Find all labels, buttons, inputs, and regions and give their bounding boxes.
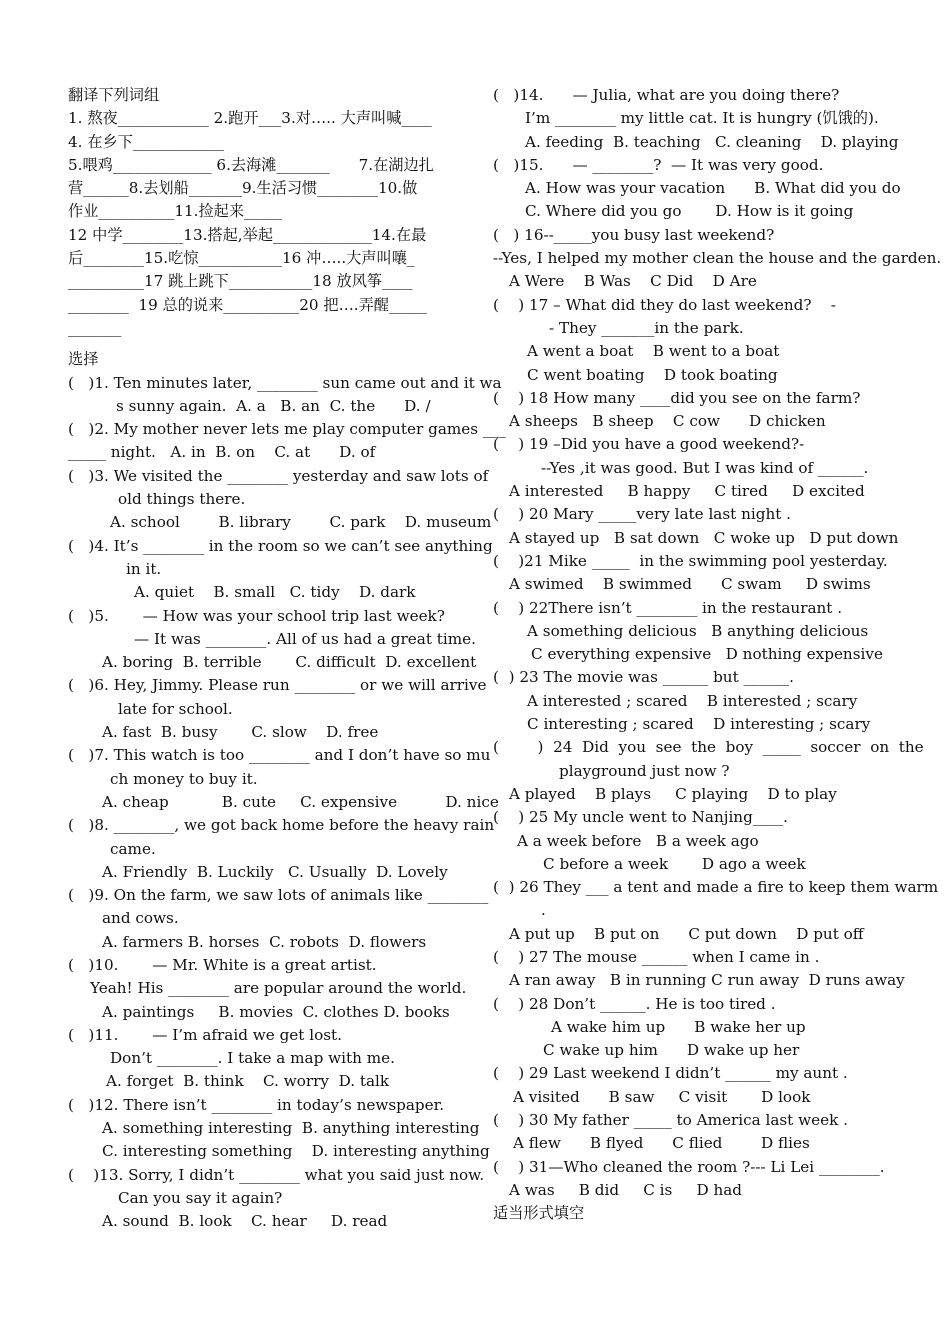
text-line: 1. 熬夜____________ 2.跑开___3.对….. 大声叫喊____ [68, 109, 432, 128]
text-line: A. something interesting B. anything interesting [102, 1119, 480, 1138]
text-line: . [541, 901, 546, 920]
text-line: A. forget B. think C. worry D. talk [106, 1072, 390, 1091]
text-line: C everything expensive D nothing expensive [531, 645, 883, 664]
text-line: ( )8. ________, we got back home before the heavy rain [68, 816, 495, 835]
text-line: 翻译下列词组 [68, 86, 160, 104]
text-line: ( ) 30 My father _____ to America last week . [493, 1111, 848, 1130]
text-line: A visited B saw C visit D look [513, 1087, 811, 1106]
text-line: A was B did C is D had [509, 1180, 743, 1199]
text-line: Yeah! His ________ are popular around the world. [90, 979, 467, 998]
text-line: A put up B put on C put down D put off [509, 924, 864, 943]
text-line: ( ) 17 – What did they do last weekend? - [493, 295, 836, 314]
text-line: ( )14. — Julia, what are you doing there? [493, 86, 840, 104]
text-line: C wake up him D wake up her [543, 1041, 800, 1060]
spacer [68, 340, 460, 348]
text-line: ( )21 Mike _____ in the swimming pool yesterday. [493, 551, 888, 570]
text-line: C went boating D took boating [527, 365, 778, 384]
text-line: 5.喂鸡_____________ 6.去海滩_______ 7.在湖边扎 [68, 155, 434, 174]
text-line: ( ) 24 Did you see the boy _____ soccer on the [493, 738, 924, 757]
text-line: A. Friendly B. Luckily C. Usually D. Lovely [102, 862, 448, 881]
text-line: ( )3. We visited the ________ yesterday and saw lots of [68, 466, 489, 485]
text-line: 营______8.去划船_______9.生活习惯________10.做 [68, 179, 418, 198]
text-line: s sunny again. A. a B. an C. the D. / [116, 396, 431, 415]
text-line: - They _______in the park. [549, 318, 744, 337]
text-line: 12 中学________13.搭起,举起_____________14.在最 [68, 225, 427, 244]
text-line: 4. 在乡下____________ [68, 132, 225, 151]
text-line: A ran away B in running C run away D runs away [509, 971, 905, 990]
text-line: A. quiet B. small C. tidy D. dark [134, 583, 416, 602]
text-line: ( ) 19 –Did you have a good weekend?- [493, 435, 805, 454]
text-line: late for school. [118, 699, 233, 718]
text-line: __________17 跳上跳下___________18 放风筝____ [68, 272, 413, 291]
text-line: ( )11. — I’m afraid we get lost. [68, 1025, 342, 1044]
text-line: and cows. [102, 909, 179, 928]
left-column [68, 84, 506, 1234]
text-line: A stayed up B sat down C woke up D put down [509, 528, 899, 547]
text-line: ( )10. — Mr. White is a great artist. [68, 955, 377, 974]
text-line: ( ) 25 My uncle went to Nanjing____. [493, 808, 789, 827]
text-line: playground just now ? [559, 761, 730, 780]
text-line: ( ) 29 Last weekend I didn’t ______ my aunt . [493, 1064, 848, 1083]
text-line: I’m ________ my little cat. It is hungry (饥饿的). [525, 109, 879, 128]
text-line: ( )5. — How was your school trip last week? [68, 606, 445, 625]
text-line: ( ) 31—Who cleaned the room ?--- Li Lei ________. [493, 1157, 885, 1176]
text-line: C before a week D ago a week [543, 854, 806, 873]
text-line: A. How was your vacation B. What did you do [525, 179, 901, 198]
text-line: A. boring B. terrible C. difficult D. excellent [102, 653, 477, 672]
text-line: ( ) 27 The mouse ______ when I came in . [493, 947, 820, 966]
text-line: came. [110, 839, 156, 858]
text-line: A went a boat B went to a boat [527, 342, 780, 361]
text-line: A. fast B. busy C. slow D. free [102, 723, 379, 742]
text-line: ( ) 20 Mary _____very late last night . [493, 505, 791, 524]
right-column [493, 84, 942, 1226]
text-line: C. Where did you go D. How is it going [525, 202, 854, 221]
text-line: old things there. [118, 490, 246, 509]
text-line: Don’t ________. I take a map with me. [110, 1049, 395, 1068]
text-line: ( )6. Hey, Jimmy. Please run ________ or we will arrive [68, 676, 487, 695]
text-line: A interested ; scared B interested ; scary [527, 691, 858, 710]
text-line: A played B plays C playing D to play [509, 784, 837, 803]
text-line: A something delicious B anything delicious [527, 621, 869, 640]
text-line: ch money to buy it. [110, 769, 258, 788]
text-line: ( ) 22There isn’t ________ in the restaurant . [493, 598, 843, 617]
text-line: A flew B flyed C flied D flies [513, 1134, 810, 1153]
text-line: — It was ________. All of us had a great time. [134, 629, 476, 648]
text-line: --Yes, I helped my mother clean the house and the garden. [493, 249, 942, 268]
text-line: ( )2. My mother never lets me play computer games ___ [68, 420, 506, 439]
text-line: ( ) 28 Don’t ______. He is too tired . [493, 994, 776, 1013]
text-line: A wake him up B wake her up [551, 1017, 806, 1036]
text-line: ( )13. Sorry, I didn’t ________ what you said just now. [68, 1165, 485, 1184]
text-line: 作业__________11.捡起来_____ [68, 202, 282, 221]
text-line: A interested B happy C tired D excited [509, 482, 865, 501]
text-line: 后________15.吃惊___________16 冲…..大声叫嚷_ [68, 249, 415, 268]
text-line: ________ 19 总的说来__________20 把….弄醒_____ [68, 295, 427, 314]
text-line: A. school B. library C. park D. museum [110, 513, 492, 532]
text-line: A. paintings B. movies C. clothes D. books [102, 1002, 450, 1021]
text-line: A. sound B. look C. hear D. read [102, 1212, 388, 1231]
text-line: A sheeps B sheep C cow D chicken [509, 412, 826, 431]
text-line: --Yes ,it was good. But I was kind of ______. [541, 458, 869, 477]
text-line: ( )7. This watch is too ________ and I don’t have so mu [68, 746, 491, 765]
text-line: 适当形式填空 [493, 1204, 585, 1223]
text-line: C interesting ; scared D interesting ; scary [527, 715, 871, 734]
text-line: A. farmers B. horses C. robots D. flowers [102, 932, 427, 951]
text-line: A swimed B swimmed C swam D swims [509, 575, 871, 594]
text-line: A. cheap B. cute C. expensive D. nice [102, 792, 499, 811]
text-line: 选择 [68, 350, 99, 369]
text-line: _____ night. A. in B. on C. at D. of [68, 443, 376, 462]
text-line: A Were B Was C Did D Are [509, 272, 757, 291]
text-line: in it. [126, 559, 162, 578]
text-line: ( )9. On the farm, we saw lots of animals like ________ [68, 886, 489, 905]
text-line: ( )1. Ten minutes later, ________ sun came out and it wa [68, 373, 502, 392]
text-line: ( )15. — ________? — It was very good. [493, 155, 824, 174]
text-line: ( ) 23 The movie was ______ but ______. [493, 668, 794, 687]
text-line: _______ [68, 318, 122, 337]
text-line: ( ) 18 How many ____did you see on the farm? [493, 388, 861, 407]
text-line: Can you say it again? [118, 1188, 283, 1207]
text-line: ( )12. There isn’t ________ in today’s newspaper. [68, 1095, 445, 1114]
text-line: ( ) 26 They ___ a tent and made a fire to keep them warm [493, 878, 939, 897]
text-line: ( ) 16--_____you busy last weekend? [493, 225, 775, 244]
text-line: C. interesting something D. interesting anything [102, 1142, 490, 1161]
text-line: A. feeding B. teaching C. cleaning D. playing [525, 132, 899, 151]
text-line: A a week before B a week ago [517, 831, 759, 850]
text-line: ( )4. It’s ________ in the room so we can’t see anything [68, 536, 493, 555]
